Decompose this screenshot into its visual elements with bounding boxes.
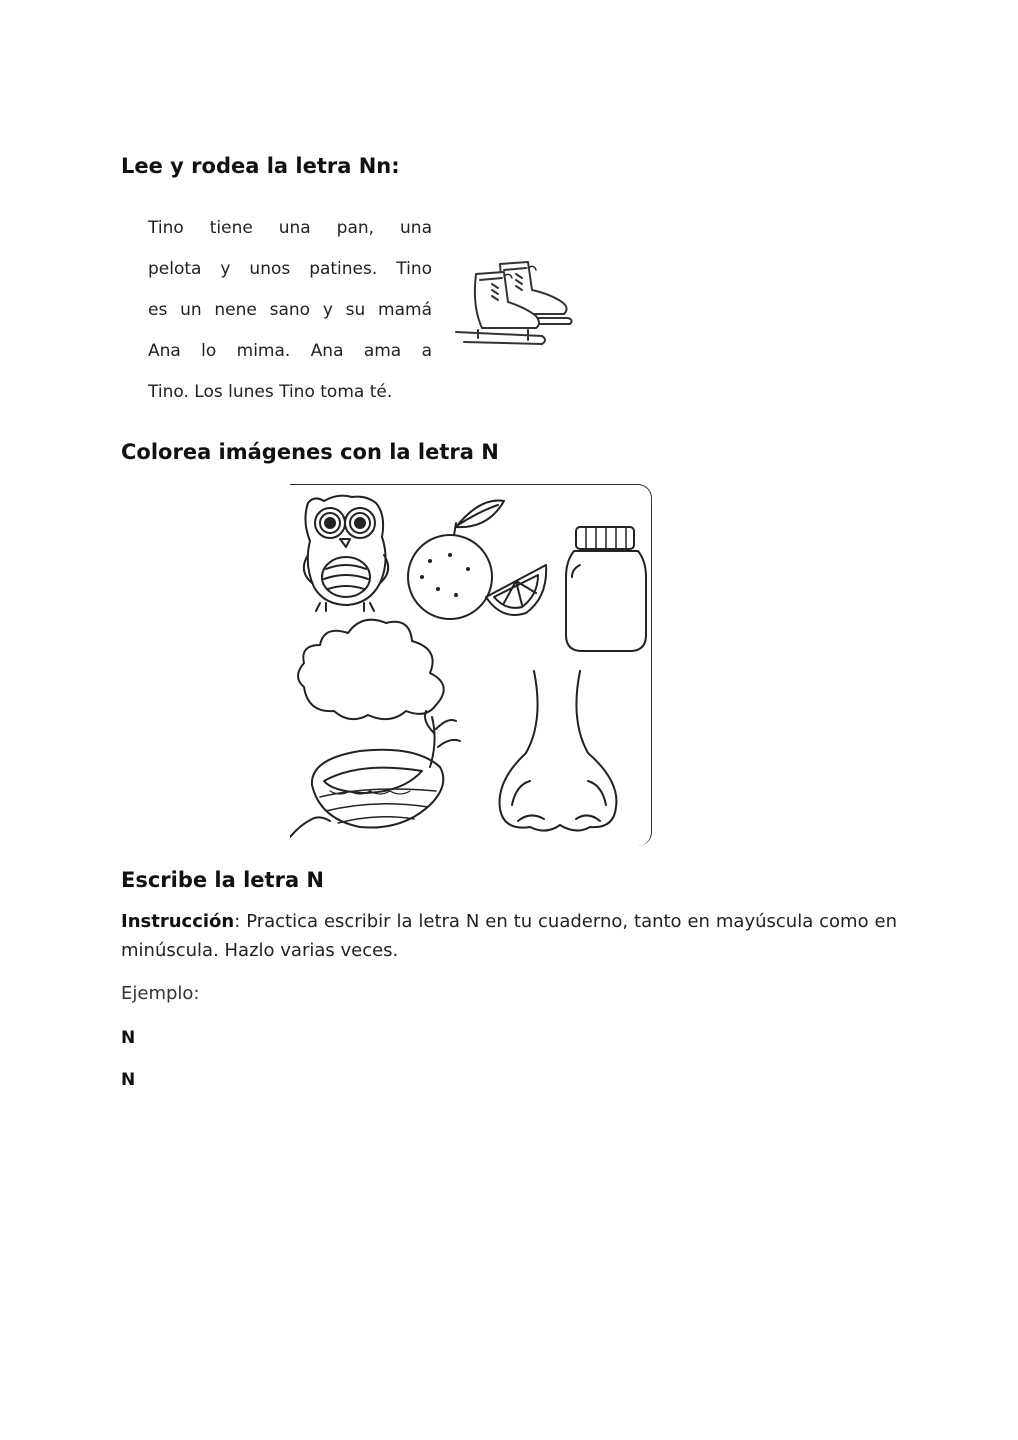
nose-icon bbox=[500, 671, 617, 831]
reading-line: pelota y unos patines. Tino bbox=[148, 259, 432, 279]
section-title-color: Colorea imágenes con la letra N bbox=[121, 440, 499, 464]
orange-icon bbox=[408, 501, 546, 619]
reading-line: Ana lo mima. Ana ama a bbox=[148, 341, 432, 361]
reading-passage bbox=[148, 210, 432, 415]
reading-line: Tino. Los lunes Tino toma té. bbox=[148, 382, 393, 402]
reading-line: es un nene sano y su mamá bbox=[148, 300, 432, 320]
cloud-icon bbox=[298, 620, 444, 720]
example-label: Ejemplo: bbox=[121, 983, 200, 1004]
practice-letter: N bbox=[121, 1070, 136, 1090]
section-title-read: Lee y rodea la letra Nn: bbox=[121, 154, 400, 178]
instruction-text: : Practica escribir la letra N en tu cuaderno, tanto en mayúscula como en minúscula. Hazlo varias veces. bbox=[121, 911, 897, 961]
instruction-paragraph bbox=[121, 907, 897, 965]
owl-icon bbox=[304, 496, 388, 611]
nest-icon bbox=[290, 711, 460, 837]
reading-line: Tino tiene una pan, una bbox=[148, 218, 432, 238]
ice-skates-icon bbox=[452, 256, 576, 360]
practice-letter: N bbox=[121, 1028, 136, 1048]
instruction-label: Instrucción bbox=[121, 911, 235, 932]
coloring-picture-panel bbox=[290, 484, 652, 846]
jar-icon bbox=[566, 527, 646, 651]
section-title-write: Escribe la letra N bbox=[121, 868, 325, 892]
